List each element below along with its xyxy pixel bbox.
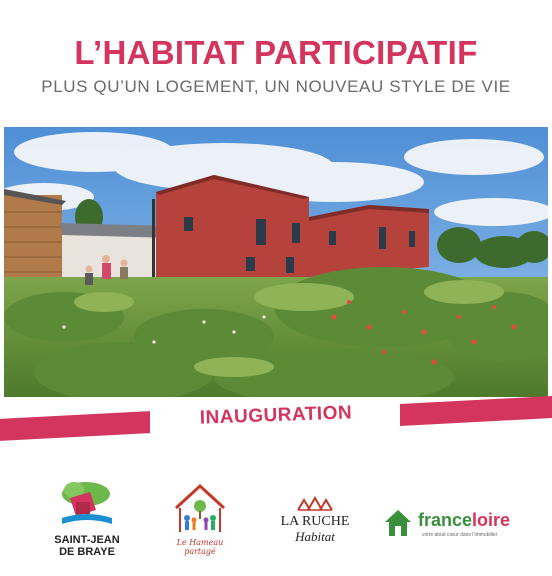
franceloire-part2: loire xyxy=(472,510,511,530)
hameau-partage-logo xyxy=(170,480,230,560)
hameau-line1: Le Hameau xyxy=(176,538,224,547)
franceloire-house-icon xyxy=(384,508,412,538)
page-title: L’HABITAT PARTICIPATIF xyxy=(74,34,478,71)
house-family-icon xyxy=(170,480,230,536)
franceloire-logo xyxy=(384,506,524,546)
housing-garden-photo xyxy=(4,127,548,397)
saint-jean-de-braye-logo xyxy=(52,480,122,562)
saint-jean-de-braye-emblem xyxy=(52,480,122,530)
franceloire-tagline: votre atout cœur dans l’immobilier xyxy=(422,532,498,538)
inauguration-label: INAUGURATION xyxy=(199,402,353,429)
ruche-roof-icon xyxy=(272,496,358,514)
la-ruche-habitat-logo xyxy=(272,496,358,552)
ruche-line1: LA RUCHE xyxy=(280,514,350,529)
page-subtitle: PLUS QU’UN LOGEMENT, UN NOUVEAU STYLE DE VIE xyxy=(41,77,511,96)
saint-jean-line2: DE BRAYE xyxy=(59,546,115,558)
ruche-line2: Habitat xyxy=(295,529,335,544)
saint-jean-line1: SAINT-JEAN xyxy=(54,534,120,546)
franceloire-part1: france xyxy=(418,510,473,530)
hameau-line2: partagé xyxy=(184,547,216,556)
